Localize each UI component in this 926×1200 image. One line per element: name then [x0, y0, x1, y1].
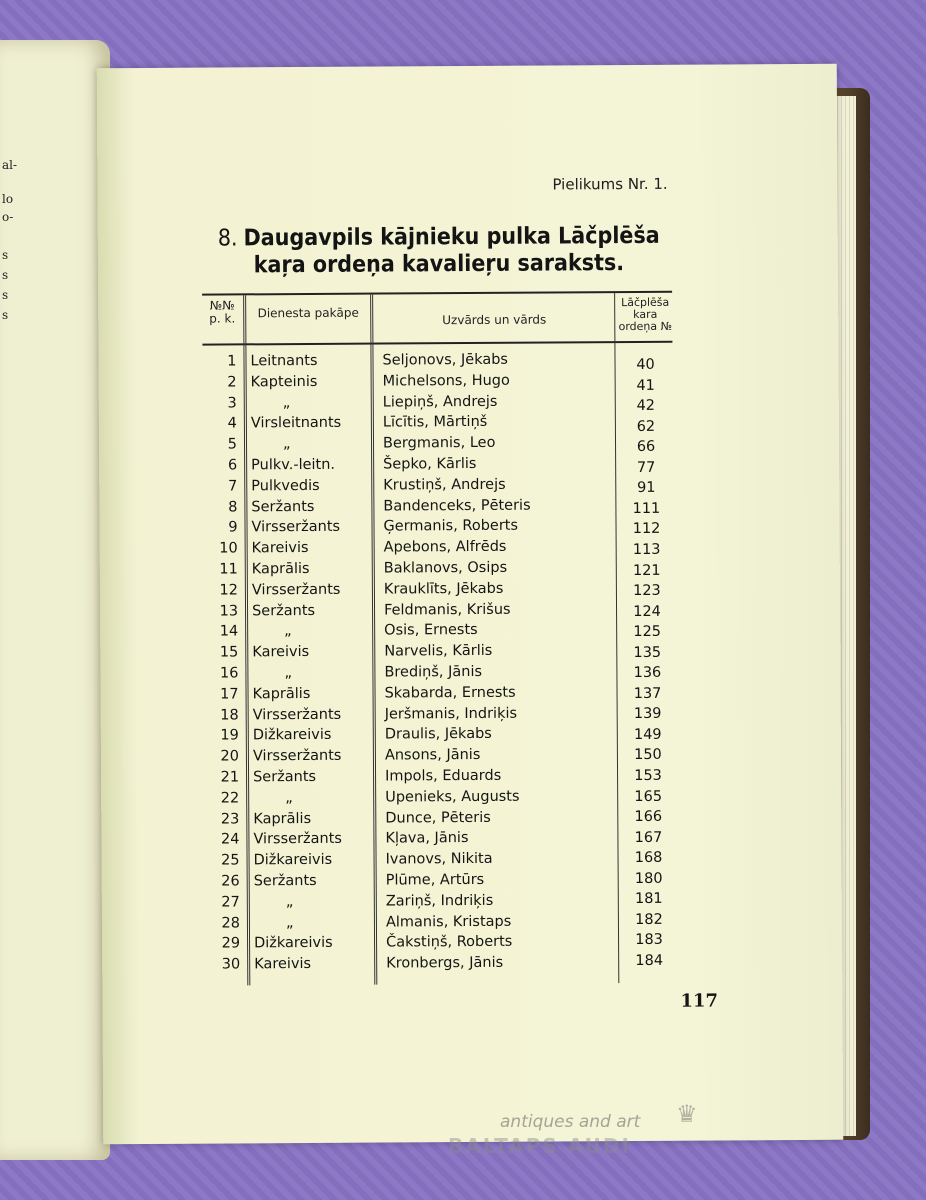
- page-title: [204, 223, 674, 280]
- row-number: 28: [221, 915, 240, 932]
- row-name: Čakstiņš, Roberts: [386, 934, 513, 951]
- row-order-number: 183: [635, 932, 663, 949]
- row-name: Brediņš, Jānis: [384, 663, 483, 681]
- table-row: [205, 767, 675, 790]
- left-page-fragment: s: [2, 268, 9, 282]
- row-order-number: 168: [634, 850, 663, 867]
- table-row: [205, 829, 675, 852]
- left-page-fragment: al-: [2, 158, 18, 172]
- table-row: [205, 808, 675, 831]
- table-row: [204, 580, 674, 603]
- row-rank: Kareivis: [254, 956, 312, 973]
- table-row: [206, 933, 676, 956]
- row-rank: Virsseržants: [252, 706, 342, 723]
- row-number: 15: [219, 644, 239, 661]
- row-rank: Seržants: [253, 872, 317, 890]
- row-number: 22: [220, 790, 240, 807]
- header-order-line-3: ordeņa №: [618, 319, 673, 334]
- table-row: [205, 704, 675, 727]
- row-order-number: 184: [635, 952, 664, 969]
- row-order-number: 182: [635, 911, 663, 928]
- table-row: [204, 642, 674, 665]
- book-page: [97, 64, 844, 1145]
- row-rank: „: [282, 394, 291, 411]
- row-number: 12: [219, 582, 238, 599]
- row-name: Narvelis, Kārlis: [384, 643, 493, 660]
- row-number: 24: [220, 831, 240, 848]
- row-number: 29: [221, 935, 241, 952]
- row-order-number: 137: [633, 685, 662, 702]
- row-name: Feldmanis, Krišus: [383, 601, 511, 619]
- row-order-number: 125: [633, 623, 662, 641]
- row-order-number: 40: [636, 356, 655, 373]
- table-row: [204, 684, 674, 707]
- row-rank: Virsseržants: [253, 831, 342, 848]
- row-order-number: 136: [633, 665, 662, 682]
- row-rank: „: [285, 789, 293, 806]
- table-row: [204, 559, 674, 582]
- row-name: Upenieks, Augusts: [385, 788, 520, 806]
- left-page-fragment: o-: [2, 210, 14, 224]
- row-name: Baklanovs, Osips: [383, 559, 508, 577]
- row-number: 25: [221, 852, 240, 869]
- page-number: 117: [680, 990, 719, 1012]
- row-number: 3: [227, 395, 237, 412]
- table-row: [203, 476, 673, 499]
- row-order-number: 77: [636, 459, 656, 476]
- row-name: Apebons, Alfrēds: [383, 538, 507, 556]
- header-nr-line-2: p. k.: [209, 311, 236, 326]
- row-rank: „: [282, 436, 291, 453]
- row-order-number: 112: [632, 521, 661, 538]
- row-order-number: 165: [634, 788, 663, 805]
- watermark-brand: BALTAPS AUDI: [448, 1134, 631, 1158]
- table-row: [203, 413, 673, 436]
- table-row: [203, 392, 673, 415]
- row-number: 21: [220, 769, 240, 786]
- section-number: 8.: [217, 225, 238, 252]
- row-rank: Dižkareivis: [254, 935, 333, 952]
- table-row: [204, 600, 674, 623]
- row-rank: Kareivis: [252, 644, 310, 661]
- row-number: 30: [221, 956, 241, 973]
- row-number: 9: [228, 519, 238, 536]
- table-row: [203, 372, 673, 395]
- row-name: Skabarda, Ernests: [384, 684, 516, 702]
- row-rank: Seržants: [251, 602, 316, 619]
- row-rank: Pulkvedis: [251, 477, 320, 495]
- row-name: Impols, Eduards: [385, 767, 502, 785]
- row-rank: Leitnants: [250, 352, 318, 370]
- table-top-rule: [202, 291, 672, 296]
- row-order-number: 42: [636, 397, 656, 415]
- row-order-number: 181: [634, 891, 663, 908]
- row-order-number: 123: [633, 582, 661, 600]
- table-row: [205, 788, 675, 811]
- table-row: [206, 892, 676, 915]
- table-row: [203, 496, 673, 519]
- row-rank: Pulkv.-leitn.: [251, 456, 336, 474]
- row-number: 17: [220, 686, 239, 703]
- row-number: 27: [221, 894, 240, 911]
- row-name: Kļava, Jānis: [385, 830, 469, 847]
- header-order-line-2: kara: [633, 307, 658, 321]
- title-line-2: kaŗa ordeņa kavalieŗu saraksts.: [253, 250, 625, 279]
- left-page-fragment: s: [2, 288, 9, 302]
- table-row: [202, 351, 672, 374]
- row-name: Līcītis, Mārtiņš: [382, 414, 488, 431]
- table-row: [205, 746, 675, 769]
- row-rank: Virsleitnants: [250, 415, 342, 432]
- header-order: [616, 297, 674, 333]
- row-number: 26: [221, 873, 240, 890]
- row-number: 13: [219, 603, 239, 620]
- table-header-rule: [202, 341, 672, 346]
- table-row: [204, 538, 674, 561]
- row-rank: Dižkareivis: [253, 852, 333, 869]
- row-number: 1: [227, 353, 237, 370]
- row-name: Michelsons, Hugo: [382, 372, 510, 390]
- row-order-number: 135: [633, 644, 662, 661]
- table-row: [206, 871, 676, 894]
- row-name: Dunce, Pēteris: [385, 809, 491, 827]
- row-name: Seljonovs, Jēkabs: [382, 351, 509, 369]
- row-order-number: 180: [634, 870, 663, 887]
- row-order-number: 124: [633, 603, 661, 620]
- row-order-number: 111: [632, 500, 661, 517]
- row-name: Krustiņš, Andrejs: [383, 476, 506, 494]
- row-name: Plūme, Artūrs: [385, 871, 485, 889]
- row-number: 20: [220, 748, 239, 765]
- table-row: [204, 621, 674, 644]
- row-number: 4: [227, 415, 237, 432]
- table-row: [206, 850, 676, 873]
- appendix-label: Pielikums Nr. 1.: [552, 174, 668, 194]
- row-rank: Seržants: [251, 498, 315, 515]
- row-rank: Kareivis: [251, 540, 309, 557]
- row-order-number: 167: [634, 829, 663, 846]
- watermark-tagline: antiques and art: [500, 1112, 641, 1132]
- row-name: Kronbergs, Jānis: [386, 954, 504, 972]
- row-rank: Dižkareivis: [252, 727, 332, 744]
- row-number: 6: [227, 457, 238, 474]
- header-nr: [202, 299, 242, 325]
- row-name: Krauklīts, Jēkabs: [383, 580, 504, 598]
- table-row: [203, 434, 673, 457]
- table-row: [204, 663, 674, 686]
- row-name: Zariņš, Indriķis: [385, 892, 494, 910]
- row-order-number: 91: [637, 480, 656, 497]
- row-rank: Virsseržants: [251, 581, 341, 599]
- row-number: 19: [220, 727, 239, 744]
- row-order-number: 62: [636, 418, 656, 435]
- header-order-line-1: Lāčplēša: [621, 295, 670, 310]
- row-name: Ansons, Jānis: [384, 747, 481, 764]
- row-number: 2: [227, 374, 237, 391]
- table-row: [206, 954, 676, 977]
- row-order-number: 113: [632, 541, 661, 558]
- row-name: Liepiņš, Andrejs: [382, 393, 498, 411]
- row-rank: Virsseržants: [251, 519, 341, 536]
- row-name: Osis, Ernests: [384, 622, 478, 639]
- row-rank: „: [285, 914, 294, 931]
- row-rank: Kaprālis: [253, 810, 312, 827]
- row-number: 11: [219, 561, 238, 578]
- header-name: Uzvārds un vārds: [442, 312, 547, 328]
- row-name: Šepko, Kārlis: [383, 455, 477, 473]
- row-order-number: 41: [636, 377, 655, 394]
- row-name: Ģermanis, Roberts: [383, 518, 519, 535]
- left-page-fragment: lo: [2, 192, 14, 206]
- table-row: [203, 455, 673, 478]
- row-name: Almanis, Kristaps: [385, 913, 512, 931]
- row-number: 16: [219, 665, 239, 682]
- row-number: 14: [219, 623, 239, 640]
- row-number: 23: [220, 811, 240, 828]
- row-order-number: 153: [634, 767, 662, 784]
- row-number: 7: [227, 478, 238, 495]
- row-number: 5: [227, 436, 238, 453]
- table-row: [203, 517, 673, 540]
- row-rank: Seržants: [253, 768, 317, 786]
- row-order-number: 139: [633, 706, 662, 723]
- header-nr-line-1: №№: [209, 298, 235, 313]
- row-order-number: 66: [636, 439, 656, 456]
- row-order-number: 150: [634, 747, 662, 764]
- row-rank: Kapteinis: [250, 373, 318, 391]
- row-name: Jeršmanis, Indriķis: [384, 705, 518, 723]
- row-rank: „: [284, 623, 292, 640]
- row-order-number: 149: [633, 726, 662, 743]
- table-row: [205, 725, 675, 748]
- row-rank: Kaprālis: [251, 560, 310, 578]
- row-name: Draulis, Jēkabs: [384, 726, 492, 743]
- row-name: Ivanovs, Nikita: [385, 851, 493, 868]
- table-row: [206, 912, 676, 935]
- left-page-edge: [0, 40, 110, 1160]
- row-name: Bandenceks, Pēteris: [383, 497, 531, 515]
- row-rank: Kaprālis: [252, 685, 311, 703]
- row-order-number: 166: [634, 808, 663, 826]
- row-rank: „: [285, 893, 294, 910]
- left-page-fragment: s: [2, 248, 9, 262]
- row-number: 10: [219, 540, 238, 557]
- row-number: 8: [228, 499, 238, 516]
- header-rank: Dienesta pakāpe: [257, 305, 359, 321]
- left-page-fragment: s: [2, 308, 9, 322]
- row-rank: Virsseržants: [252, 747, 342, 765]
- row-order-number: 121: [632, 562, 661, 579]
- row-name: Bergmanis, Leo: [382, 435, 496, 452]
- title-line-1: Daugavpils kājnieku pulka Lāčplēša: [243, 222, 660, 252]
- row-rank: „: [284, 665, 292, 682]
- row-number: 18: [220, 707, 239, 724]
- crown-icon: ♛: [676, 1100, 698, 1128]
